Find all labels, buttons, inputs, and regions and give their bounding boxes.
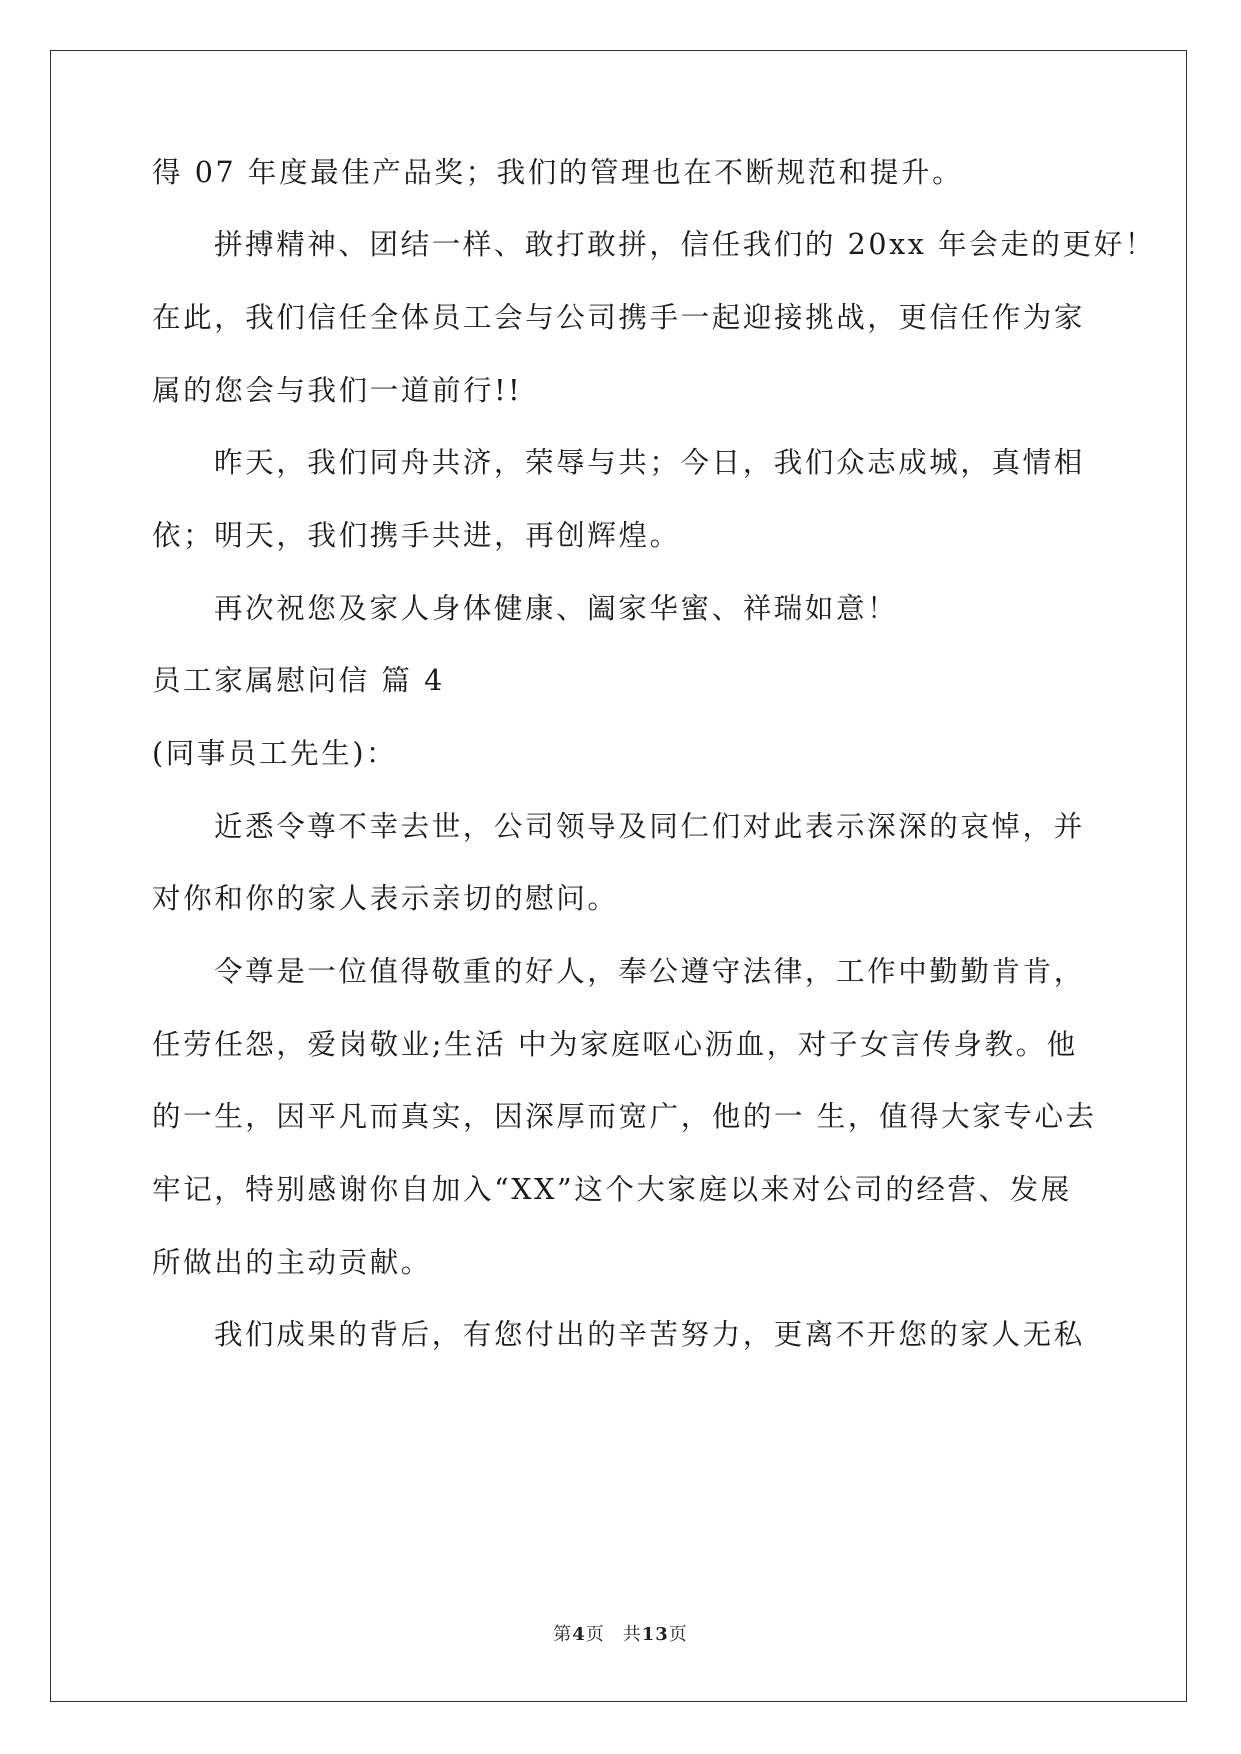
section-heading: 员工家属慰问信 篇 4	[152, 664, 445, 697]
page-footer	[0, 1620, 1241, 1646]
paragraph-first-line: 我们成果的背后，有您付出的辛苦努力，更离不开您的家人无私	[214, 1318, 1085, 1351]
text-line: 属的您会与我们一道前行!!	[152, 374, 523, 407]
text-line: 任劳任怨，爱岗敬业;生活 中为家庭呕心沥血，对子女言传身教。他	[152, 1028, 1078, 1061]
text-line: 牢记，特别感谢你自加入“XX”这个大家庭以来对公司的经营、发展	[152, 1173, 1072, 1206]
total-suffix: 页	[668, 1624, 688, 1645]
paragraph-first-line: 令尊是一位值得敬重的好人，奉公遵守法律，工作中勤勤肯肯，	[214, 955, 1085, 988]
total-prefix: 共	[622, 1624, 642, 1645]
text-line: 在此，我们信任全体员工会与公司携手一起迎接挑战，更信任作为家	[152, 301, 1086, 334]
text-line: 依；明天，我们携手共进，再创辉煌。	[152, 519, 681, 552]
salutation: (同事员工先生)：	[152, 737, 398, 770]
page-prefix: 第	[553, 1624, 573, 1645]
paragraph-first-line: 近悉令尊不幸去世，公司领导及同仁们对此表示深深的哀悼，并	[214, 810, 1085, 843]
text-line: 得 07 年度最佳产品奖；我们的管理也在不断规范和提升。	[152, 156, 964, 189]
paragraph-first-line: 拼搏精神、团结一样、敢打敢拼，信任我们的 20xx 年会走的更好！	[214, 228, 1156, 261]
total-pages: 13	[641, 1624, 669, 1645]
paragraph-first-line: 再次祝您及家人身体健康、阖家华蜜、祥瑞如意！	[214, 592, 899, 625]
paragraph-first-line: 昨天，我们同舟共济，荣辱与共；今日，我们众志成城，真情相	[214, 446, 1085, 479]
page-suffix: 页	[585, 1624, 605, 1645]
text-line: 的一生，因平凡而真实，因深厚而宽广，他的一 生，值得大家专心去	[152, 1100, 1097, 1133]
text-line: 所做出的主动贡献。	[152, 1246, 432, 1279]
text-line: 对你和你的家人表示亲切的慰问。	[152, 882, 619, 915]
page-number: 4	[572, 1624, 586, 1645]
